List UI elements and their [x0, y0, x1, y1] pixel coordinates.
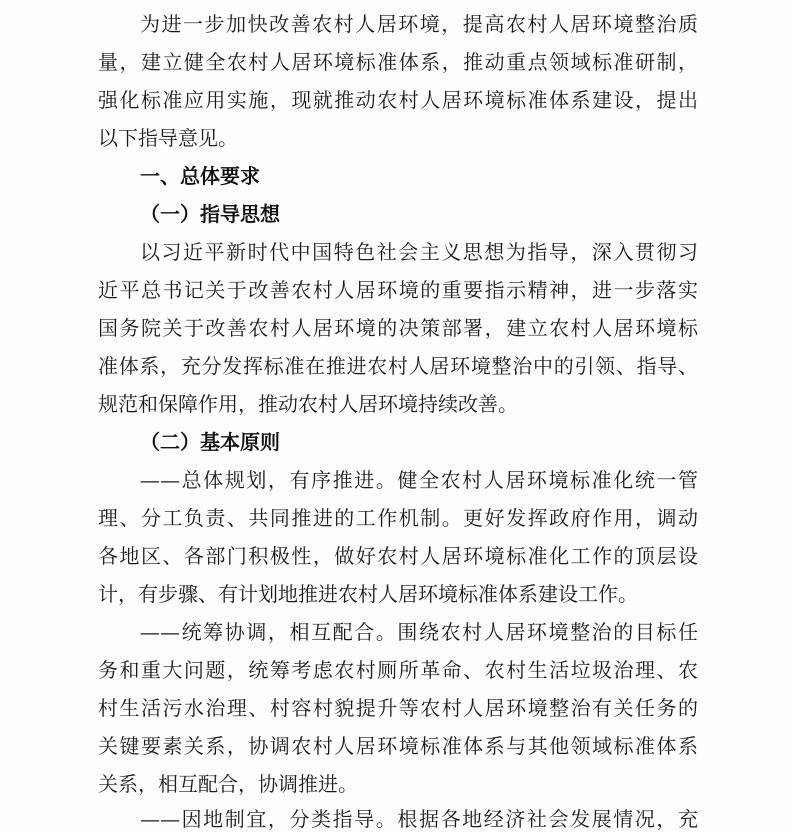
- paragraph-line: 规范和保障作用，推动农村人居环境持续改善。: [98, 392, 518, 416]
- paragraph-line: 务和重大问题，统筹考虑农村厕所革命、农村生活垃圾治理、农: [98, 658, 698, 682]
- subsection-heading: （一）指导思想: [140, 202, 280, 226]
- paragraph-line: 准体系，充分发挥标准在推进农村人居环境整治中的引领、指导、: [98, 354, 698, 378]
- section-heading: 一、总体要求: [140, 164, 260, 188]
- paragraph-line: 理、分工负责、共同推进的工作机制。更好发挥政府作用，调动: [98, 506, 698, 530]
- paragraph-line: 村生活污水治理、村容村貌提升等农村人居环境整治有关任务的: [98, 696, 698, 720]
- paragraph-line: ——因地制宜，分类指导。根据各地经济社会发展情况，充: [140, 807, 698, 831]
- paragraph-line: 强化标准应用实施，现就推动农村人居环境标准体系建设，提出: [98, 88, 698, 112]
- paragraph-line: ——总体规划，有序推进。健全农村人居环境标准化统一管: [140, 468, 698, 492]
- paragraph-line: 以习近平新时代中国特色社会主义思想为指导，深入贯彻习: [140, 240, 698, 264]
- paragraph-line: 以下指导意见。: [98, 126, 238, 150]
- paragraph-line: ——统筹协调，相互配合。围绕农村人居环境整治的目标任: [140, 620, 698, 644]
- paragraph-line: 关键要素关系，协调农村人居环境标准体系与其他领域标准体系: [98, 734, 698, 758]
- paragraph-line: 国务院关于改善农村人居环境的决策部署，建立农村人居环境标: [98, 316, 698, 340]
- subsection-heading: （二）基本原则: [140, 430, 280, 454]
- paragraph-line: 计，有步骤、有计划地推进农村人居环境标准体系建设工作。: [98, 582, 638, 606]
- paragraph-line: 各地区、各部门积极性，做好农村人居环境标准化工作的顶层设: [98, 544, 698, 568]
- paragraph-line: 近平总书记关于改善农村人居环境的重要指示精神，进一步落实: [98, 278, 698, 302]
- paragraph-line: 为进一步加快改善农村人居环境，提高农村人居环境整治质: [140, 12, 698, 36]
- paragraph-line: 关系，相互配合，协调推进。: [98, 772, 358, 796]
- paragraph-line: 量，建立健全农村人居环境标准体系，推动重点领域标准研制，: [98, 50, 698, 74]
